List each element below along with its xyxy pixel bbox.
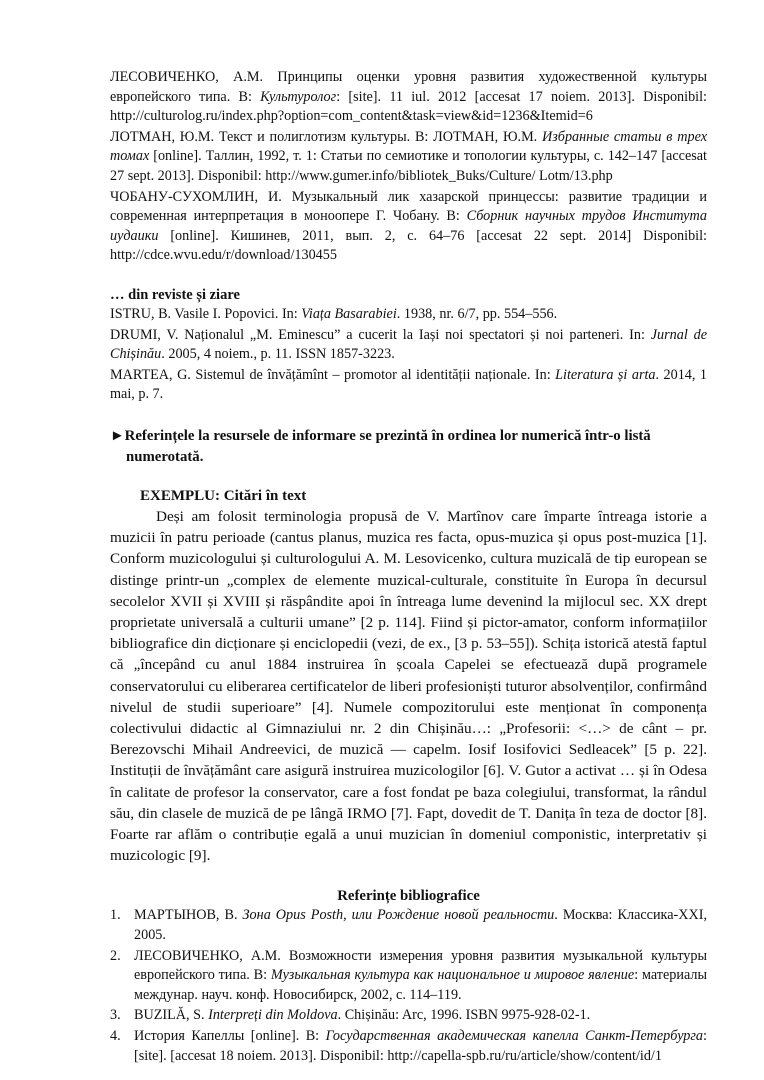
section-heading: … din reviste și ziare	[110, 286, 240, 303]
bibliography-item	[110, 947, 707, 1006]
periodicals-section	[110, 285, 707, 405]
reference-text: BUZILĂ, S.	[134, 1007, 209, 1024]
bibliography-heading: Referințe bibliografice	[337, 888, 480, 905]
arrow-bullet-icon: ►	[110, 427, 125, 444]
reference-source-title: Interpreți din Moldova	[208, 1007, 338, 1024]
item-number: 1.	[110, 907, 121, 924]
item-number: 2.	[110, 947, 121, 964]
reference-source-title: Государственная академическая капелла Санкт-Петербурга	[325, 1027, 704, 1044]
reference-source-title: Viața Basarabiei	[301, 305, 397, 322]
reference-entry	[110, 188, 707, 266]
reference-text: ISTRU, B. Vasile I. Popovici. In:	[110, 305, 302, 322]
bibliography-list	[110, 906, 707, 1066]
example-heading: EXEMPLU: Citări în text	[140, 487, 307, 504]
reference-source-title: Сборник научных трудов Института иудаики	[110, 208, 707, 244]
note-text: Referințele la resursele de informare se prezintă în ordinea lor numerică într-o listă numerotată.	[124, 427, 651, 465]
periodical-entry	[110, 366, 707, 405]
reference-source-title: Literatura și arta	[555, 366, 656, 383]
reference-text: ЛОТМАН, Ю.М. Текст и полиглотизм культуры. В: ЛОТМАН, Ю.М.	[110, 128, 543, 145]
periodical-entry	[110, 326, 707, 365]
reference-text: MARTEA, G. Sistemul de învățămînt – promotor al identității naționale. In:	[110, 366, 556, 383]
reference-details[interactable]: : [site]. [accesat 18 noiem. 2013]. Disponibil: http://capella-spb.ru/ru/article/show/content/id/1	[134, 1027, 707, 1064]
reference-source-title: Избранные статьи в трех томах	[110, 128, 707, 165]
reference-details[interactable]: [online]. Таллин, 1992, т. 1: Статьи по семиотике и топологии культуры, с. 142–147 [accesat 27 sept. 2013]. Disponibil: http://www.gumer.info/bibliotek_Buks/Culture/ Lotm/13.php	[110, 148, 707, 184]
reference-text: История Капеллы [online]. В:	[134, 1027, 326, 1044]
note-paragraph	[110, 426, 707, 468]
reference-details: . Chișinău: Arc, 1996. ISBN 9975-928-02-1.	[337, 1007, 591, 1024]
periodical-entry	[110, 305, 707, 325]
bibliography-item	[110, 1027, 707, 1066]
reference-text: ЧОБАНУ-СУХОМЛИН, И. Музыкальный лик хазарской принцессы: развитие традиции и современная интерпретация в монoопере Г. Чобану. В:	[110, 188, 707, 225]
reference-entry	[110, 128, 707, 187]
item-number: 4.	[110, 1027, 121, 1044]
reference-details: . 2005, 4 noiem., p. 11. ISSN 1857-3223.	[161, 346, 395, 363]
reference-source-title: Зона Opus Posth, или Рождение новой реальности	[242, 907, 555, 924]
bibliography-item	[110, 906, 707, 945]
reference-source-title: Jurnal de Chișinău	[110, 326, 707, 363]
reference-details[interactable]: : [site]. 11 iul. 2012 [accesat 17 noiem. 2013]. Disponibil: http://culturolog.ru/index.php?option=com_content&task=view&id=1236&Itemid=6	[110, 88, 707, 125]
reference-source-title: Музыкальная культура как национальное и мировое явление	[270, 967, 635, 984]
reference-text: МАРТЫНОВ, В.	[134, 907, 243, 924]
reference-entry	[110, 68, 707, 127]
reference-details: . 2014, 1 mai, p. 7.	[110, 366, 708, 403]
bibliography-item	[110, 1006, 707, 1026]
document-page	[110, 68, 707, 1067]
example-body-text: Deși am folosit terminologia propusă de V. Martînov care împarte întreaga istorie a muzicii în patru perioade (cantus planus, muzica res facta, opus-muzica și opus post-muzica [1]. Conform muzicologului și culturologului A. M. Lesovicenko, cultura muzicală de tip european se distinge printr-un „complex de elemente muzical-culturale, constituite în Europa în decursul secolelor XVII și XVIII și răspândite apoi în întreaga lume devenind la mijlocul sec. XX drept proprietate universală a culturii umane” [2 p. 114]. Fiind și pictor-amator, conform informațiilor bibliografice din dicționare și enciclopedii (vezi, de ex., [3 p. 53–55]). Schița istorică atestă faptul că „începând cu anul 1884 instruirea în școala Capelei se efectuează după programele conservatorului cu eliberarea certificatelor de liberi profesioniști tuturor absolvenților, confirmând nivelul de studii superioare” [4]. Numele compozitorului este menționat în componența colectivului didactic al Gimnaziului nr. 2 din Chișinău…: „Profesorii: <…> de cânt – pr. Berezovschi Mihail Andreevici, de muzică — capelm. Iosif Iosifovici Sedleacek” [5 p. 22]. Instituții de învățământ care asigură instruirea muzicologilor [6]. V. Gutor a activat … și în Odesa în calitate de profesor la conservator, care a fost fondat pe baza colegiului, transformat, la rândul său, din clasele de muzică de pe lângă IRMO [7]. Fapt, dovedit de T. Danița în teza de doctor [8]. Foarte rar aflăm o contribuție egală a unui muzician în domeniul componistic, interpretativ și muzicologic [9].	[110, 507, 707, 865]
reference-text: DRUMI, V. Naționalul „M. Eminescu” a cucerit la Iași noi spectatori și noi parteneri. In:	[110, 326, 651, 343]
reference-text: ЛЕСОВИЧЕНКО, А.М. Принципы оценки уровня развития художественной культуры европейского типа. В:	[110, 69, 707, 105]
reference-source-title: Культуролог	[260, 88, 337, 105]
reference-text: ЛЕСОВИЧЕНКО, А.М. Возможности измерения уровня развития музыкальной культуры европейского типа. В:	[134, 947, 707, 984]
reference-details: : материалы междунар. науч. конф. Новосибирск, 2002, с. 114–119.	[134, 967, 707, 1003]
online-references	[110, 68, 707, 266]
item-number: 3.	[110, 1007, 121, 1024]
reference-details[interactable]: [online]. Кишинев, 2011, вып. 2, с. 64–76 [accesat 22 sept. 2014] Disponibil: http://cdce.wvu.edu/r/download/130455	[110, 227, 707, 264]
reference-details: . 1938, nr. 6/7, pp. 554–556.	[396, 305, 558, 322]
reference-details: . Москва: Классика-XXI, 2005.	[134, 907, 708, 943]
